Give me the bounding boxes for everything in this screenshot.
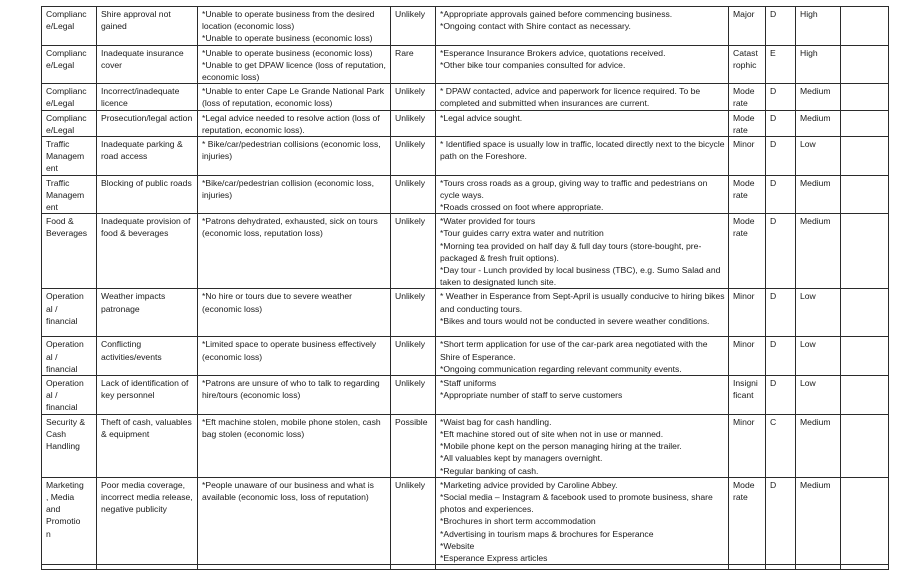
severity-cell: Minor — [729, 137, 766, 176]
category-cell: Food & Beverages — [42, 214, 97, 289]
rating-cell: D — [766, 137, 796, 176]
likelihood-cell: Unlikely — [391, 110, 436, 136]
category-cell: Traffic Managem ent — [42, 175, 97, 214]
category-cell: Complianc e/Legal — [42, 110, 97, 136]
table-row — [42, 45, 889, 84]
category-cell: Operation al / financial — [42, 337, 97, 376]
category-cell: Operation al / financial — [42, 289, 97, 337]
risk-level-cell: Medium — [796, 214, 841, 289]
risk-level-cell: Medium — [796, 414, 841, 477]
rating-cell: D — [766, 337, 796, 376]
severity-cell: Catast rophic — [729, 45, 766, 84]
controls-cell: * Weather in Esperance from Sept-April is usually conducive to hiring bikes and conducting tours. *Bikes and tours would not be conducted in severe weather conditions. — [436, 289, 729, 337]
severity-cell: Minor — [729, 414, 766, 477]
empty-cell — [841, 565, 889, 570]
table-row — [42, 477, 889, 564]
consequence-cell: *No hire or tours due to severe weather (economic loss) — [198, 289, 391, 337]
likelihood-cell: Unlikely — [391, 477, 436, 564]
category-cell: Complianc e/Legal — [42, 45, 97, 84]
empty-cell — [391, 565, 436, 570]
empty-cell — [841, 45, 889, 84]
empty-cell — [42, 565, 97, 570]
severity-cell: Mode rate — [729, 477, 766, 564]
empty-cell — [198, 565, 391, 570]
controls-cell: *Esperance Insurance Brokers advice, quotations received. *Other bike tour companies consulted for advice. — [436, 45, 729, 84]
risk-level-cell: Low — [796, 337, 841, 376]
severity-cell: Mode rate — [729, 175, 766, 214]
likelihood-cell: Unlikely — [391, 175, 436, 214]
controls-cell: *Water provided for tours *Tour guides carry extra water and nutrition *Morning tea provided on half day & full day tours (store-bought, pre-packaged & fresh fruit options). *Day tour - Lunch provided by local business (TBC), e.g. Sumo Salad and taken to designated lunch site. — [436, 214, 729, 289]
risk-level-cell: Medium — [796, 477, 841, 564]
empty-cell — [841, 214, 889, 289]
risk-cell: Weather impacts patronage — [97, 289, 198, 337]
controls-cell: *Tours cross roads as a group, giving way to traffic and pedestrians on cycle ways. *Roads crossed on foot where appropriate. — [436, 175, 729, 214]
risk-cell: Blocking of public roads — [97, 175, 198, 214]
table-row — [42, 7, 889, 46]
severity-cell: Mode rate — [729, 214, 766, 289]
likelihood-cell: Unlikely — [391, 337, 436, 376]
empty-cell — [796, 565, 841, 570]
risk-cell: Inadequate parking & road access — [97, 137, 198, 176]
likelihood-cell: Unlikely — [391, 376, 436, 415]
severity-cell: Mode rate — [729, 110, 766, 136]
likelihood-cell: Unlikely — [391, 289, 436, 337]
risk-table — [41, 6, 889, 570]
risk-level-cell: Medium — [796, 175, 841, 214]
consequence-cell: *Limited space to operate business effectively (economic loss) — [198, 337, 391, 376]
likelihood-cell: Unlikely — [391, 137, 436, 176]
severity-cell: Insigni ficant — [729, 376, 766, 415]
risk-cell: Prosecution/legal action — [97, 110, 198, 136]
likelihood-cell: Possible — [391, 414, 436, 477]
table-row — [42, 214, 889, 289]
rating-cell: D — [766, 7, 796, 46]
consequence-cell: * Bike/car/pedestrian collisions (economic loss, injuries) — [198, 137, 391, 176]
controls-cell: *Appropriate approvals gained before commencing business. *Ongoing contact with Shire contact as necessary. — [436, 7, 729, 46]
risk-cell: Incorrect/inadequate licence — [97, 84, 198, 110]
likelihood-cell: Unlikely — [391, 84, 436, 110]
risk-level-cell: High — [796, 45, 841, 84]
risk-level-cell: Low — [796, 376, 841, 415]
rating-cell: D — [766, 289, 796, 337]
category-cell: Complianc e/Legal — [42, 7, 97, 46]
risk-level-cell: Medium — [796, 110, 841, 136]
severity-cell: Mode rate — [729, 84, 766, 110]
consequence-cell: *Unable to enter Cape Le Grande National Park (loss of reputation, economic loss) — [198, 84, 391, 110]
consequence-cell: *Patrons are unsure of who to talk to regarding hire/tours (economic loss) — [198, 376, 391, 415]
controls-cell: *Short term application for use of the car-park area negotiated with the Shire of Esperance. *Ongoing communication regarding relevant community events. — [436, 337, 729, 376]
table-row-empty — [42, 565, 889, 570]
controls-cell: *Marketing advice provided by Caroline Abbey. *Social media – Instagram & facebook used to promote business, share photos and experiences. *Brochures in short term accommodation *Advertising in tourism maps & brochures for Esperance *Website *Esperance Express articles — [436, 477, 729, 564]
consequence-cell: *People unaware of our business and what is available (economic loss, loss of reputation) — [198, 477, 391, 564]
empty-cell — [841, 414, 889, 477]
empty-cell — [841, 84, 889, 110]
risk-level-cell: Medium — [796, 84, 841, 110]
empty-cell — [841, 110, 889, 136]
rating-cell: D — [766, 175, 796, 214]
consequence-cell: *Patrons dehydrated, exhausted, sick on tours (economic loss, reputation loss) — [198, 214, 391, 289]
risk-cell: Inadequate insurance cover — [97, 45, 198, 84]
severity-cell: Minor — [729, 289, 766, 337]
risk-level-cell: High — [796, 7, 841, 46]
consequence-cell: *Legal advice needed to resolve action (loss of reputation, economic loss). — [198, 110, 391, 136]
empty-cell — [841, 477, 889, 564]
empty-cell — [841, 337, 889, 376]
controls-cell: *Staff uniforms *Appropriate number of staff to serve customers — [436, 376, 729, 415]
rating-cell: D — [766, 214, 796, 289]
table-row — [42, 84, 889, 110]
category-cell: Marketing , Media and Promotio n — [42, 477, 97, 564]
empty-cell — [436, 565, 729, 570]
empty-cell — [841, 137, 889, 176]
rating-cell: D — [766, 477, 796, 564]
risk-level-cell: Low — [796, 137, 841, 176]
table-row — [42, 289, 889, 337]
risk-cell: Lack of identification of key personnel — [97, 376, 198, 415]
table-row — [42, 376, 889, 415]
risk-level-cell: Low — [796, 289, 841, 337]
table-row — [42, 414, 889, 477]
risk-cell: Poor media coverage, incorrect media release, negative publicity — [97, 477, 198, 564]
consequence-cell: *Bike/car/pedestrian collision (economic loss, injuries) — [198, 175, 391, 214]
risk-cell: Conflicting activities/events — [97, 337, 198, 376]
controls-cell: *Legal advice sought. — [436, 110, 729, 136]
risk-register-sheet — [41, 6, 888, 561]
likelihood-cell: Unlikely — [391, 7, 436, 46]
controls-cell: * DPAW contacted, advice and paperwork for licence required. To be completed and submitted when insurances are current. — [436, 84, 729, 110]
empty-cell — [841, 175, 889, 214]
rating-cell: C — [766, 414, 796, 477]
consequence-cell: *Unable to operate business (economic loss) *Unable to get DPAW licence (loss of reputation, economic loss) — [198, 45, 391, 84]
controls-cell: * Identified space is usually low in traffic, located directly next to the bicycle path on the Foreshore. — [436, 137, 729, 176]
risk-cell: Inadequate provision of food & beverages — [97, 214, 198, 289]
controls-cell: *Waist bag for cash handling. *Eft machine stored out of site when not in use or manned. *Mobile phone kept on the person managing hiring at the trailer. *All valuables kept by managers overnight. *Regular banking of cash. — [436, 414, 729, 477]
empty-cell — [766, 565, 796, 570]
rating-cell: E — [766, 45, 796, 84]
table-row — [42, 137, 889, 176]
likelihood-cell: Unlikely — [391, 214, 436, 289]
category-cell: Operation al / financial — [42, 376, 97, 415]
empty-cell — [841, 7, 889, 46]
empty-cell — [841, 376, 889, 415]
category-cell: Security & Cash Handling — [42, 414, 97, 477]
category-cell: Complianc e/Legal — [42, 84, 97, 110]
rating-cell: D — [766, 84, 796, 110]
rating-cell: D — [766, 110, 796, 136]
table-row — [42, 175, 889, 214]
risk-cell: Theft of cash, valuables & equipment — [97, 414, 198, 477]
risk-cell: Shire approval not gained — [97, 7, 198, 46]
table-row — [42, 110, 889, 136]
rating-cell: D — [766, 376, 796, 415]
empty-cell — [97, 565, 198, 570]
empty-cell — [729, 565, 766, 570]
severity-cell: Minor — [729, 337, 766, 376]
likelihood-cell: Rare — [391, 45, 436, 84]
table-row — [42, 337, 889, 376]
severity-cell: Major — [729, 7, 766, 46]
category-cell: Traffic Managem ent — [42, 137, 97, 176]
consequence-cell: *Eft machine stolen, mobile phone stolen, cash bag stolen (economic loss) — [198, 414, 391, 477]
empty-cell — [841, 289, 889, 337]
consequence-cell: *Unable to operate business from the desired location (economic loss) *Unable to operate business (economic loss) — [198, 7, 391, 46]
